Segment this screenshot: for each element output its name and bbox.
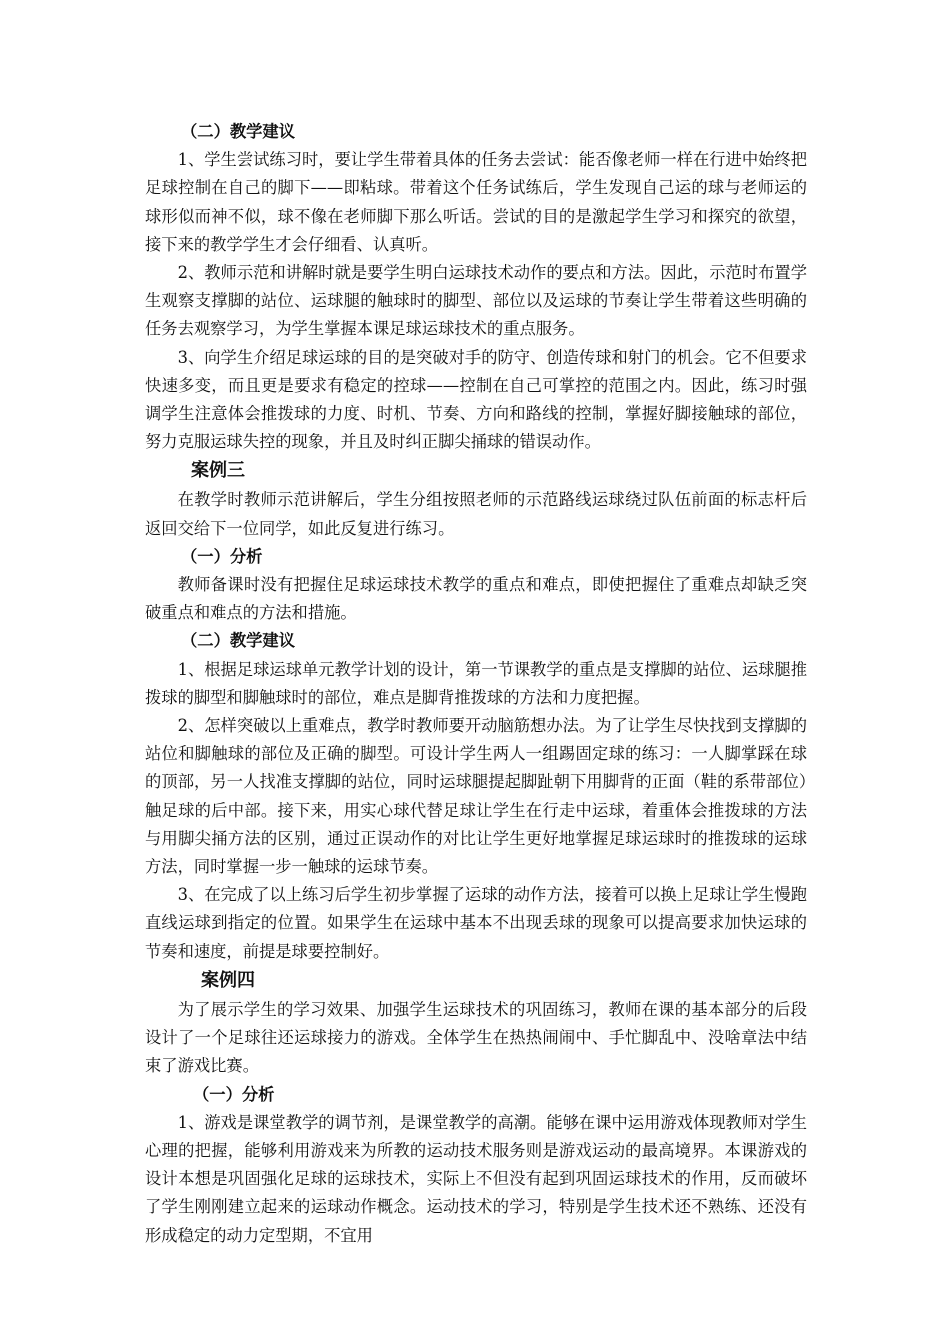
paragraph: 3、向学生介绍足球运球的目的是突破对手的防守、创造传球和射门的机会。它不但要求快速多变，而且更是要求有稳定的控球——控制在自己可掌控的范围之内。因此，练习时强调学生注意体会推拨球的力度、时机、节奏、方向和路线的控制，掌握好脚接触球的部位，努力克服运球失控的现象，并且及时纠正脚尖捅球的错误动作。	[145, 347, 807, 452]
paragraph: 1、根据足球运球单元教学计划的设计，第一节课教学的重点是支撑脚的站位、运球腿推拨球的脚型和脚触球时的部位，难点是脚背推拨球的方法和力度把握。	[145, 659, 807, 707]
paragraph: 1、学生尝试练习时，要让学生带着具体的任务去尝试：能否像老师一样在行进中始终把足球控制在自己的脚下——即粘球。带着这个任务试练后，学生发现自己运的球与老师运的球形似而神不似，球不像在老师脚下那么听话。尝试的目的是激起学生学习和探究的欲望，接下来的教学学生才会仔细看、认真听。	[145, 150, 807, 254]
section-heading-analysis: （一）分析	[193, 1084, 275, 1104]
case-heading-3: 案例三	[191, 460, 245, 482]
section-heading-analysis: （一）分析	[181, 546, 263, 566]
paragraph: 3、在完成了以上练习后学生初步掌握了运球的动作方法，接着可以换上足球让学生慢跑直线运球到指定的位置。如果学生在运球中基本不出现丢球的现象可以提高要求加快运球的节奏和速度，前提是球要控制好。	[145, 885, 807, 961]
section-heading-teaching-advice: （二）教学建议	[181, 631, 295, 651]
case-heading-4: 案例四	[201, 969, 255, 991]
paragraph: 为了展示学生的学习效果、加强学生运球技术的巩固练习，教师在课的基本部分的后段设计了一个足球往还运球接力的游戏。全体学生在热热闹闹中、手忙脚乱中、没啥章法中结束了游戏比赛。	[145, 999, 807, 1076]
paragraph: 在教学时教师示范讲解后，学生分组按照老师的示范路线运球绕过队伍前面的标志杆后返回交给下一位同学，如此反复进行练习。	[145, 490, 807, 538]
paragraph: 1、游戏是课堂教学的调节剂，是课堂教学的高潮。能够在课中运用游戏体现教师对学生心理的把握，能够利用游戏来为所教的运动技术服务则是游戏运动的最高境界。本课游戏的设计本想是巩固强化足球的运球技术，实际上不但没有起到巩固运球技术的作用，反而破坏了学生刚刚建立起来的运球动作概念。运动技术的学习，特别是学生技术还不熟练、还没有形成稳定的动力定型期，不宜用	[145, 1112, 807, 1245]
paragraph: 2、怎样突破以上重难点，教学时教师要开动脑筋想办法。为了让学生尽快找到支撑脚的站位和脚触球的部位及正确的脚型。可设计学生两人一组踢固定球的练习：一人脚掌踩在球的顶部，另一人找准支撑脚的站位，同时运球腿提起脚趾朝下用脚背的正面（鞋的系带部位）触足球的后中部。接下来，用实心球代替足球让学生在行走中运球，着重体会推拨球的方法与用脚尖捅方法的区别，通过正误动作的对比让学生更好地掌握足球运球时的推拨球的运球方法，同时掌握一步一触球的运球节奏。	[145, 716, 807, 877]
paragraph: 教师备课时没有把握住足球运球技术教学的重点和难点，即使把握住了重难点却缺乏突破重点和难点的方法和措施。	[145, 575, 807, 623]
document-page	[145, 118, 807, 1250]
paragraph: 2、教师示范和讲解时就是要学生明白运球技术动作的要点和方法。因此，示范时布置学生观察支撑脚的站位、运球腿的触球时的脚型、部位以及运球的节奏让学生带着这些明确的任务去观察学习，为学生掌握本课足球运球技术的重点服务。	[145, 263, 807, 339]
section-heading-teaching-advice: （二）教学建议	[181, 122, 295, 141]
